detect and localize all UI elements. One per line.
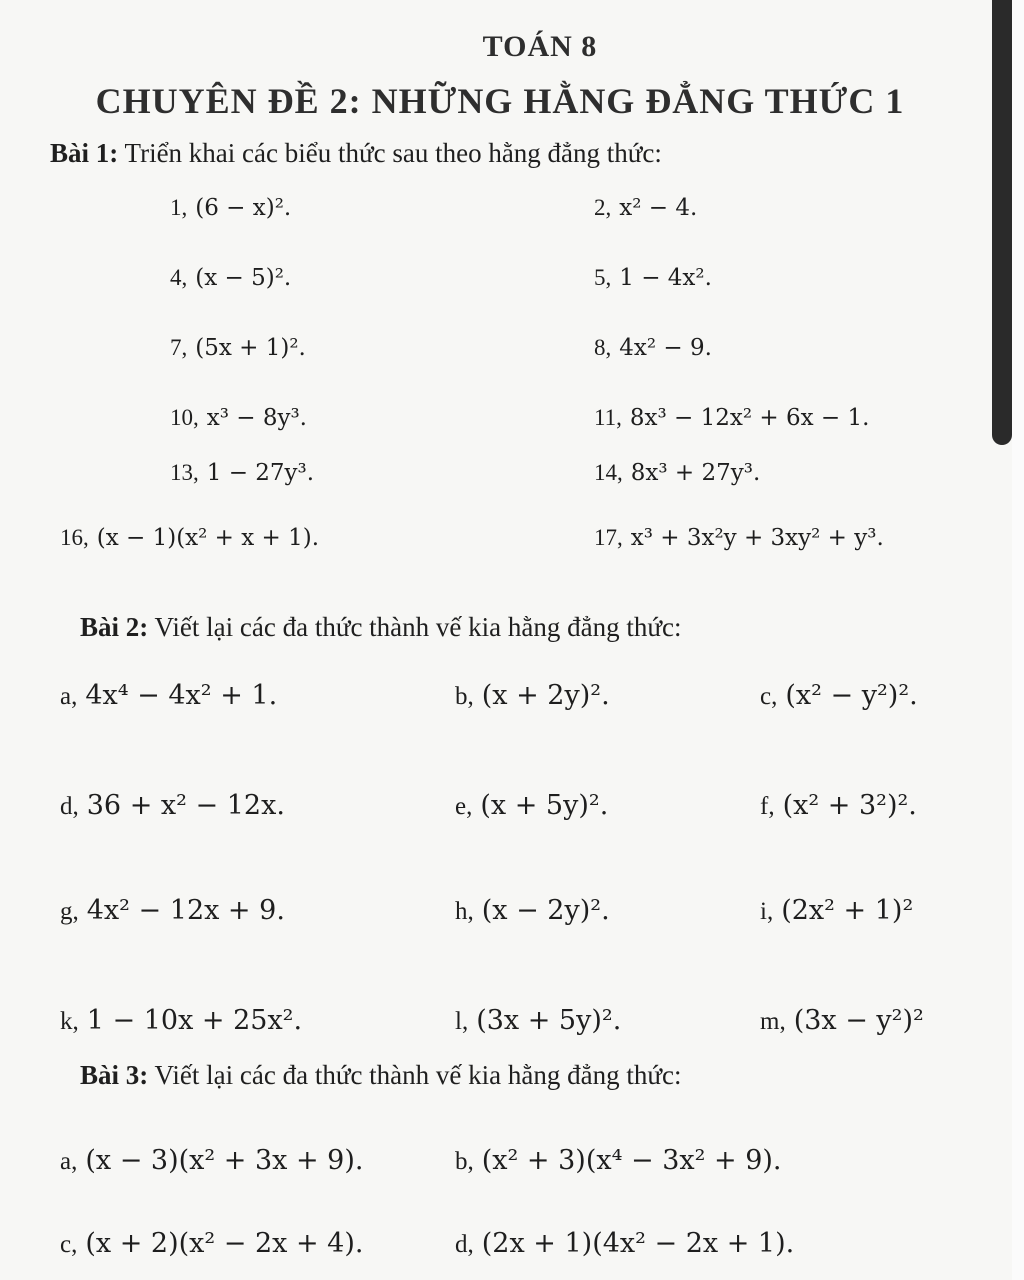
item-expression: 4x⁴ − 4x² + 1. — [85, 680, 278, 711]
item-number: 11, — [594, 405, 622, 430]
exercise-item — [60, 1005, 302, 1036]
item-number: 16, — [60, 525, 89, 550]
item-number: 10, — [170, 405, 199, 430]
exercise-item — [455, 790, 608, 821]
item-number: 4, — [170, 265, 188, 290]
item-expression: (x − 3)(x² + 3x + 9). — [85, 1145, 364, 1176]
exercise-item — [170, 195, 291, 221]
item-expression: (x² − y²)². — [785, 680, 918, 711]
item-number: d, — [60, 793, 79, 820]
exercise-1-prompt: Triển khai các biểu thức sau theo hằng đẳng thức: — [118, 138, 662, 168]
scrollbar-thumb[interactable] — [992, 0, 1012, 445]
exercise-item — [594, 460, 760, 486]
item-number: l, — [455, 1008, 469, 1035]
item-expression: 8x³ − 12x² + 6x − 1. — [629, 405, 870, 431]
item-number: m, — [760, 1008, 786, 1035]
item-expression: (x² + 3²)². — [782, 790, 917, 821]
exercise-2-heading — [80, 612, 681, 643]
item-expression: (3x + 5y)². — [476, 1005, 622, 1036]
item-number: 17, — [594, 525, 623, 550]
item-expression: 1 − 10x + 25x². — [86, 1005, 303, 1036]
page-title: TOÁN 8 — [482, 30, 598, 63]
scrollbar-track[interactable] — [1012, 0, 1024, 1280]
exercise-3-prompt: Viết lại các đa thức thành vế kia hằng đẳng thức: — [148, 1060, 682, 1090]
item-expression: (x + 5y)². — [480, 790, 609, 821]
exercise-item — [594, 195, 697, 221]
item-expression: (x + 2)(x² − 2x + 4). — [85, 1228, 364, 1259]
item-number: h, — [455, 898, 474, 925]
item-number: a, — [60, 683, 78, 710]
item-number: a, — [60, 1148, 78, 1175]
exercise-item — [594, 335, 712, 361]
item-number: 2, — [594, 195, 612, 220]
item-expression: (x − 1)(x² + x + 1). — [96, 525, 320, 551]
exercise-item — [594, 525, 884, 551]
item-number: 8, — [594, 335, 612, 360]
page-subtitle: CHUYÊN ĐỀ 2: NHỮNG HẰNG ĐẲNG THỨC 1 — [95, 81, 905, 121]
item-number: e, — [455, 793, 473, 820]
exercise-item — [170, 405, 307, 431]
exercise-item — [170, 335, 306, 361]
item-expression: (x + 2y)². — [481, 680, 610, 711]
item-number: 7, — [170, 335, 188, 360]
exercise-item — [60, 790, 285, 821]
item-expression: 1 − 27y³. — [206, 460, 315, 486]
item-number: c, — [60, 1231, 78, 1258]
item-number: 14, — [594, 460, 623, 485]
exercise-3-heading — [80, 1060, 681, 1091]
item-number: i, — [760, 898, 774, 925]
exercise-item — [60, 1145, 363, 1176]
exercise-item — [170, 265, 291, 291]
exercise-item — [170, 460, 314, 486]
item-number: b, — [455, 1148, 474, 1175]
item-expression: 8x³ + 27y³. — [630, 460, 761, 486]
item-number: k, — [60, 1008, 79, 1035]
exercise-item — [455, 1145, 782, 1176]
item-expression: (x − 2y)². — [481, 895, 610, 926]
exercise-item — [594, 265, 712, 291]
item-number: 5, — [594, 265, 612, 290]
item-number: 1, — [170, 195, 188, 220]
item-expression: (x − 5)². — [195, 265, 292, 291]
item-expression: (2x + 1)(4x² − 2x + 1). — [481, 1228, 795, 1259]
exercise-item — [760, 895, 913, 926]
item-expression: 4x² − 12x + 9. — [86, 895, 285, 926]
exercise-item — [455, 1005, 621, 1036]
exercise-item — [760, 790, 917, 821]
item-expression: (3x − y²)² — [793, 1005, 924, 1036]
item-expression: (5x + 1)². — [195, 335, 306, 361]
exercise-3-label: Bài 3: — [80, 1060, 149, 1090]
item-expression: (x² + 3)(x⁴ − 3x² + 9). — [481, 1145, 782, 1176]
exercise-item — [60, 525, 319, 551]
item-expression: (6 − x)². — [195, 195, 292, 221]
exercise-2-prompt: Viết lại các đa thức thành vế kia hằng đẳng thức: — [148, 612, 682, 642]
item-expression: (2x² + 1)² — [781, 895, 914, 926]
item-number: g, — [60, 898, 79, 925]
item-number: d, — [455, 1231, 474, 1258]
item-expression: 1 − 4x². — [619, 265, 712, 291]
item-number: 13, — [170, 460, 199, 485]
item-expression: x³ − 8y³. — [206, 405, 307, 431]
exercise-item — [60, 895, 285, 926]
exercise-item — [594, 405, 869, 431]
exercise-1-heading — [50, 138, 662, 169]
exercise-item — [60, 680, 277, 711]
exercise-item — [60, 1228, 363, 1259]
exercise-item — [455, 680, 610, 711]
item-expression: x² − 4. — [619, 195, 698, 221]
exercise-item — [455, 895, 610, 926]
exercise-item — [760, 680, 918, 711]
exercise-item — [760, 1005, 924, 1036]
exercise-2-label: Bài 2: — [80, 612, 149, 642]
item-number: b, — [455, 683, 474, 710]
exercise-item — [455, 1228, 794, 1259]
item-expression: 4x² − 9. — [619, 335, 712, 361]
item-expression: 36 + x² − 12x. — [86, 790, 285, 821]
item-number: c, — [760, 683, 778, 710]
item-expression: x³ + 3x²y + 3xy² + y³. — [630, 525, 884, 551]
exercise-1-label: Bài 1: — [50, 138, 119, 168]
item-number: f, — [760, 793, 775, 820]
